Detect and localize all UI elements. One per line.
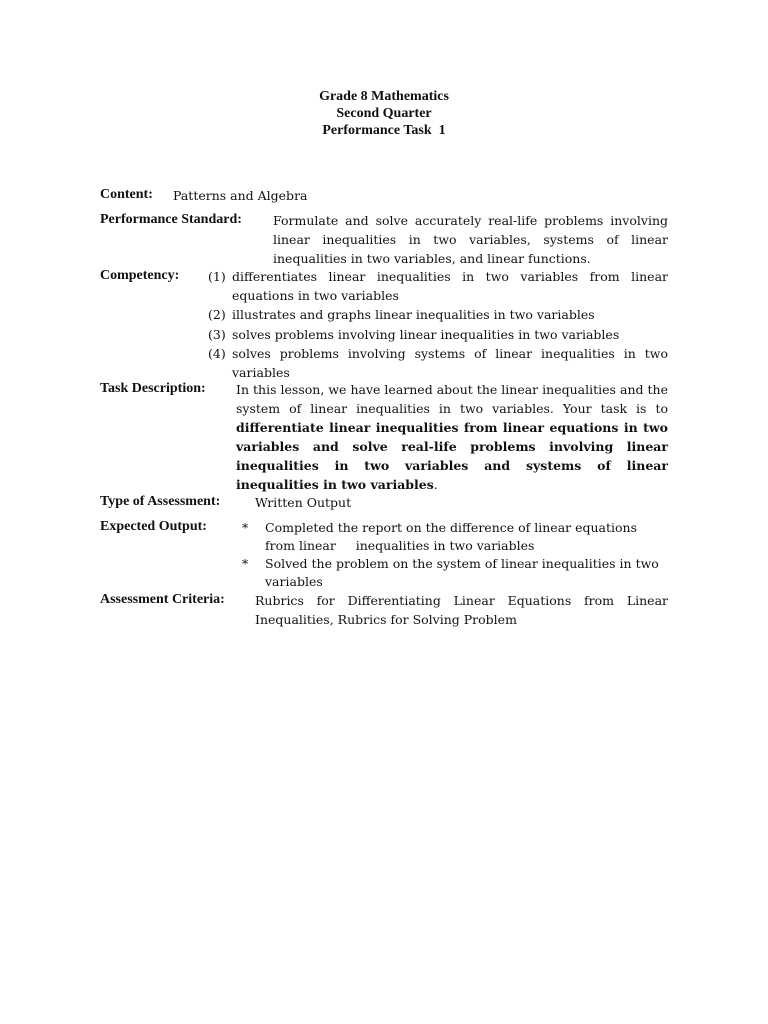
bullet-star-icon: * [242, 556, 249, 571]
task-description-value [236, 380, 668, 494]
competency-label: Competency: [100, 268, 180, 283]
competency-number: (1) [208, 269, 226, 284]
title-line-quarter: Second Quarter [336, 106, 432, 121]
title-line-grade: Grade 8 Mathematics [319, 89, 449, 104]
competency-number: (3) [208, 327, 226, 342]
competency-item [208, 325, 668, 344]
expected-output-text: Completed the report on the difference of linear equations from linear inequalities in two variables [265, 520, 641, 553]
task-description-emphasis: differentiate linear inequalities from linear equations in two variables and solve real-life problems involving linear inequalities in two variables and systems of linear inequalities in two variables [236, 420, 668, 492]
content-value: Patterns and Algebra [173, 188, 308, 203]
competency-text: illustrates and graphs linear inequalities in two variables [232, 307, 595, 322]
title-line-task: Performance Task 1 [322, 123, 446, 138]
competency-item [208, 267, 668, 305]
competency-item [208, 344, 668, 382]
competency-item [208, 305, 668, 324]
task-description-intro: In this lesson, we have learned about the linear inequalities and the system of linear inequalities in two variables. Your task is to [236, 382, 668, 416]
bullet-star-icon: * [242, 520, 249, 535]
document-title [0, 88, 768, 139]
expected-output-item [242, 555, 668, 591]
expected-output-label: Expected Output: [100, 519, 207, 534]
competency-text: solves problems involving linear inequalities in two variables [232, 327, 620, 342]
competency-number: (2) [208, 307, 226, 322]
competency-text: differentiates linear inequalities in two variables from linear equations in two variables [232, 269, 668, 303]
competency-text: solves problems involving systems of linear inequalities in two variables [232, 346, 668, 380]
performance-standard-value: Formulate and solve accurately real-life problems involving linear inequalities in two variables, systems of linear inequalities in two variables, and linear functions. [273, 213, 668, 266]
content-label: Content: [100, 187, 153, 202]
expected-output-item [242, 519, 668, 555]
assessment-criteria-label: Assessment Criteria: [100, 592, 225, 607]
type-of-assessment-value: Written Output [255, 495, 352, 510]
assessment-criteria-value: Rubrics for Differentiating Linear Equations from Linear Inequalities, Rubrics for Solving Problem [255, 593, 668, 627]
competency-number: (4) [208, 346, 226, 361]
task-description-label: Task Description: [100, 381, 206, 396]
type-of-assessment-label: Type of Assessment: [100, 494, 221, 509]
expected-output-text: Solved the problem on the system of linear inequalities in two variables [265, 556, 659, 589]
task-description-end: . [433, 477, 438, 492]
performance-standard-label: Performance Standard: [100, 212, 242, 227]
